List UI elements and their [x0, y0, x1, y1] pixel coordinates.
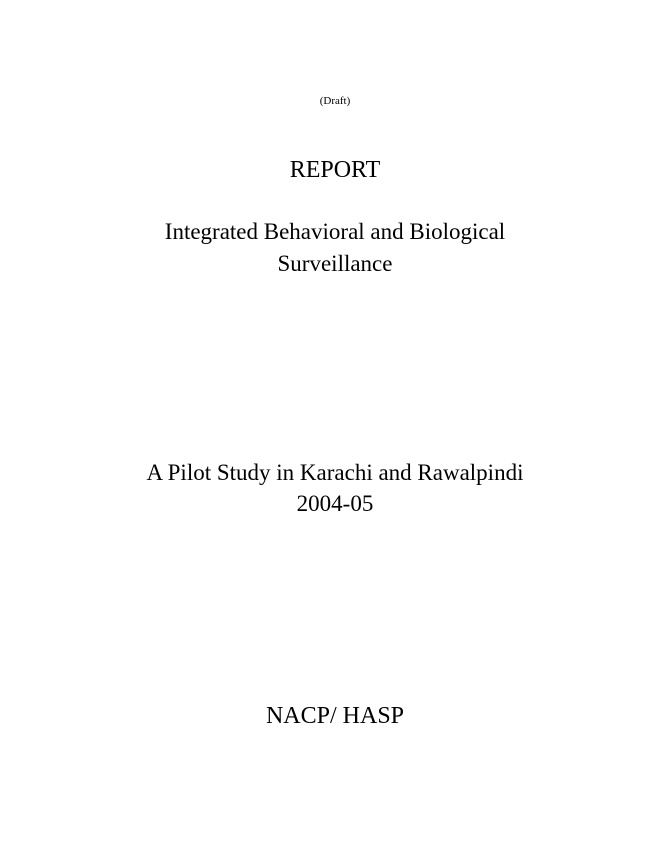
organization-name: NACP/ HASP — [265, 703, 405, 729]
report-heading: REPORT — [289, 157, 381, 183]
report-subtitle-year: 2004-05 — [296, 491, 374, 516]
report-subtitle-line-1: A Pilot Study in Karachi and Rawalpindi — [146, 460, 524, 485]
report-title-line-2: Surveillance — [277, 251, 393, 276]
report-title-line-1: Integrated Behavioral and Biological — [164, 219, 506, 244]
draft-label: (Draft) — [319, 95, 351, 107]
